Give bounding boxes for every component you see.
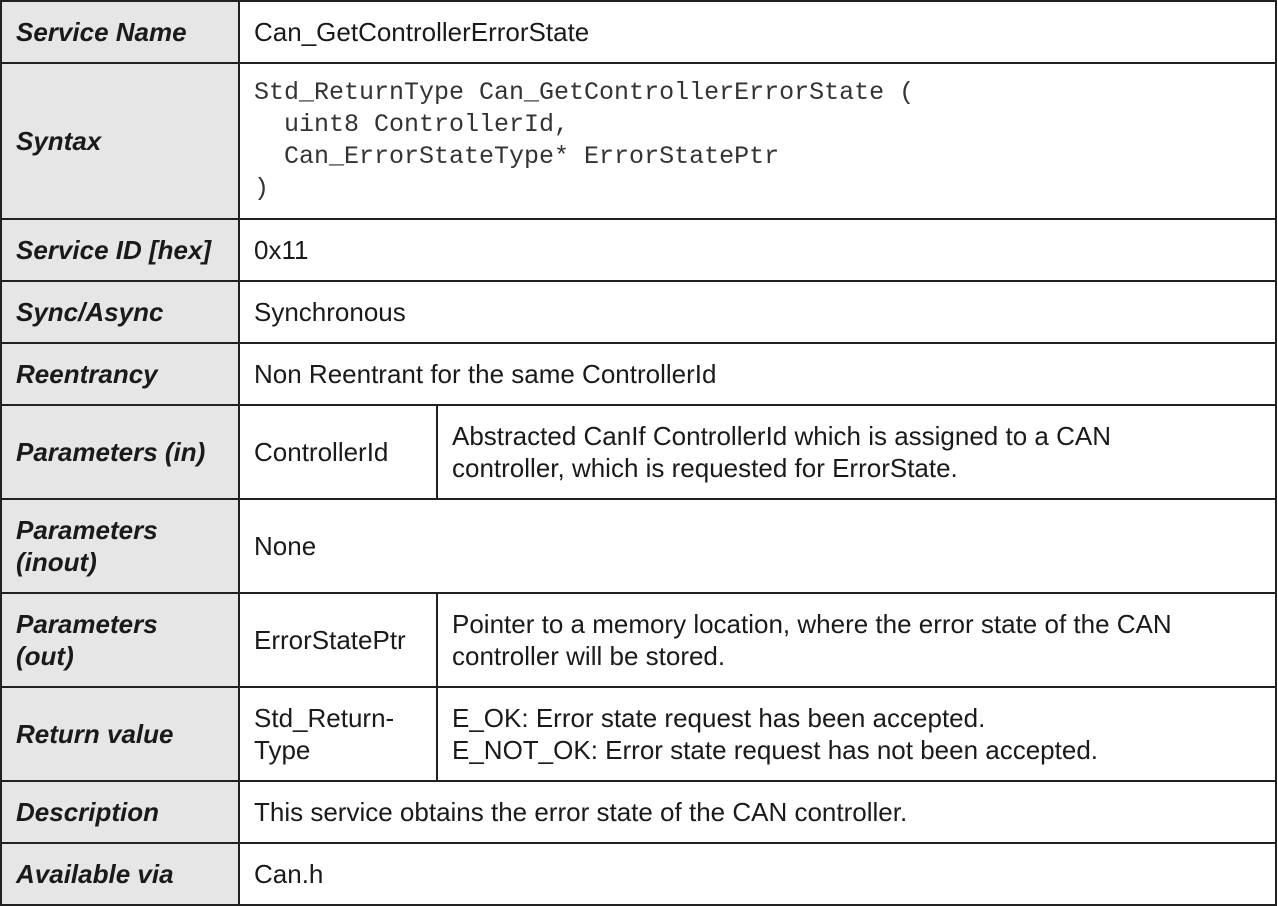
- row-parameters-out: [1, 593, 1276, 687]
- syntax-code: [239, 63, 1276, 219]
- parameters-in-description: [437, 405, 1276, 499]
- description-line: E_OK: Error state request has been accepted.: [452, 703, 986, 733]
- service-name-label: Service Name: [1, 1, 239, 63]
- service-id-value: 0x11: [239, 219, 1276, 281]
- return-value-type: [239, 687, 437, 781]
- description-line: Abstracted CanIf ControllerId which is assigned to a CAN: [452, 421, 1111, 451]
- parameters-out-label: [1, 593, 239, 687]
- syntax-line: uint8 ControllerId,: [254, 110, 570, 139]
- label-line: Parameters: [16, 609, 158, 639]
- syntax-line: ): [254, 174, 270, 203]
- service-id-label: Service ID [hex]: [1, 219, 239, 281]
- description-line: controller will be stored.: [452, 641, 726, 671]
- available-via-label: Available via: [1, 843, 239, 905]
- reentrancy-label: Reentrancy: [1, 343, 239, 405]
- row-service-name: [1, 1, 1276, 63]
- return-value-label: Return value: [1, 687, 239, 781]
- syntax-line: Can_ErrorStateType* ErrorStatePtr: [254, 142, 780, 171]
- label-line: (inout): [16, 547, 97, 577]
- label-line: (out): [16, 641, 74, 671]
- reentrancy-value: Non Reentrant for the same ControllerId: [239, 343, 1276, 405]
- row-parameters-in: [1, 405, 1276, 499]
- description-label: Description: [1, 781, 239, 843]
- row-sync-async: [1, 281, 1276, 343]
- description-line: controller, which is requested for ErrorState.: [452, 453, 958, 483]
- service-name-value: Can_GetControllerErrorState: [239, 1, 1276, 63]
- syntax-label: Syntax: [1, 63, 239, 219]
- syntax-line: Std_ReturnType Can_GetControllerErrorState (: [254, 78, 915, 107]
- parameters-out-name: ErrorStatePtr: [239, 593, 437, 687]
- row-return-value: [1, 687, 1276, 781]
- row-syntax: [1, 63, 1276, 219]
- description-value: This service obtains the error state of the CAN controller.: [239, 781, 1276, 843]
- parameters-inout-value: None: [239, 499, 1276, 593]
- row-reentrancy: [1, 343, 1276, 405]
- parameters-inout-label: [1, 499, 239, 593]
- available-via-value: Can.h: [239, 843, 1276, 905]
- row-parameters-inout: [1, 499, 1276, 593]
- parameters-out-description: [437, 593, 1276, 687]
- sync-async-value: Synchronous: [239, 281, 1276, 343]
- type-line: Std_Return-: [254, 703, 395, 733]
- sync-async-label: Sync/Async: [1, 281, 239, 343]
- row-service-id: [1, 219, 1276, 281]
- type-line: Type: [254, 735, 311, 765]
- row-description: [1, 781, 1276, 843]
- description-line: E_NOT_OK: Error state request has not been accepted.: [452, 735, 1099, 765]
- parameters-in-name: ControllerId: [239, 405, 437, 499]
- row-available-via: [1, 843, 1276, 905]
- parameters-in-label: Parameters (in): [1, 405, 239, 499]
- return-value-description: [437, 687, 1276, 781]
- description-line: Pointer to a memory location, where the error state of the CAN: [452, 609, 1172, 639]
- label-line: Parameters: [16, 515, 158, 545]
